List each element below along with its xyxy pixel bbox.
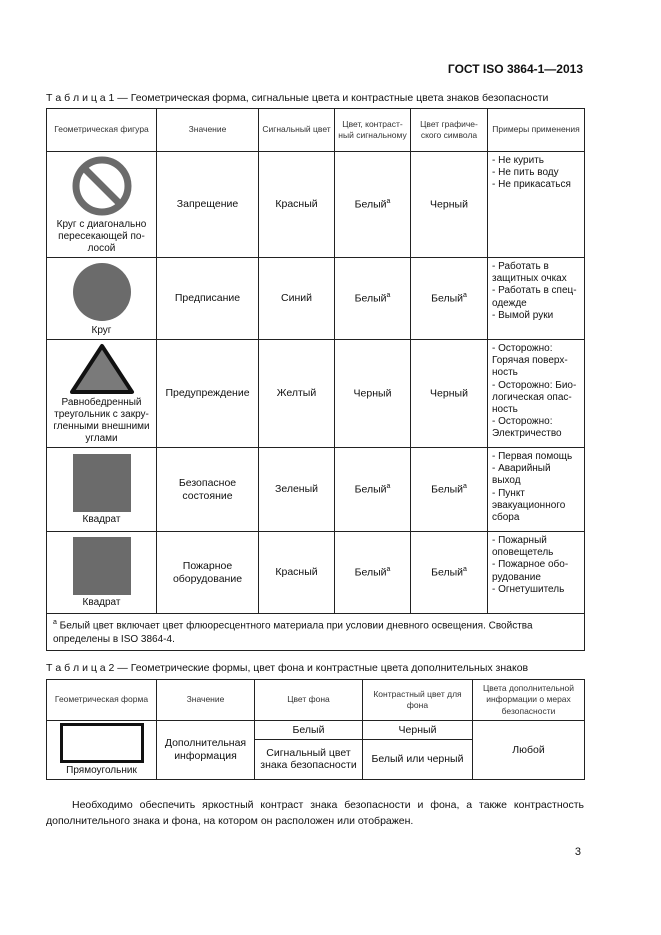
footnote-mark: a <box>386 482 391 490</box>
table1-header-cell: Цвет графического символа <box>411 109 488 152</box>
footnote-mark: a <box>463 291 467 299</box>
table1-header-cell: Цвет, контрастный сигнальному <box>335 109 411 152</box>
signal-color-cell: Красный <box>259 532 335 614</box>
symbol-color-text: Белый <box>431 566 463 579</box>
body-paragraph: Необходимо обеспечить яркостный контраст знака безопасности и фона, а также контрастность дополнительного знака и фона, на котором он расположен или отображен. <box>46 799 584 828</box>
background-color-cell: Сигнальный цвет знака безопасности <box>255 739 363 779</box>
table2-header-cell: Цвет фона <box>255 680 363 721</box>
contrast-color-cell <box>335 152 411 258</box>
warning-triangle-icon <box>69 343 135 395</box>
figure-label: Круг <box>91 324 112 336</box>
table2-header-row <box>47 680 585 721</box>
table2-header-cell: Значение <box>157 680 255 721</box>
figure-cell <box>47 152 157 258</box>
table1-header-cell: Геометрическая фигура <box>47 109 157 152</box>
figure-label: Прямоугольник <box>66 765 137 776</box>
symbol-color-cell <box>411 258 488 340</box>
examples-cell <box>488 532 585 614</box>
footnote-mark: a <box>386 197 391 205</box>
example-item: - Осторожно: Биологическая опасность <box>492 379 577 415</box>
contrast-color-cell <box>335 258 411 340</box>
contrast-color-text: Белый <box>354 483 387 496</box>
table1-header-cell: Примеры применения <box>488 109 585 152</box>
symbol-color-cell <box>411 152 488 258</box>
figure-label: Равнобедренный треугольник с закругленными внешними углами <box>53 396 150 444</box>
contrast-color-text: Белый <box>354 292 387 305</box>
symbol-color-cell <box>411 340 488 448</box>
example-item: - Огнетушитель <box>492 583 565 595</box>
example-item: - Работать в защитных очках <box>492 261 567 285</box>
example-item: - Первая помощь <box>492 451 573 462</box>
footnote-mark: a <box>386 565 391 573</box>
footnote-mark: a <box>53 619 57 626</box>
table-row <box>47 448 585 532</box>
meaning-cell: Дополнительная информация <box>157 721 255 780</box>
contrast-color-text: Черный <box>353 387 392 400</box>
table1-caption: Т а б л и ц а 1 — Геометрическая форма, сигнальные цвета и контрастные цвета знаков безопасности <box>46 92 549 104</box>
figure-cell <box>47 532 157 614</box>
contrast-color-cell <box>335 532 411 614</box>
table-row <box>47 340 585 448</box>
symbol-color-text: Белый <box>431 292 463 305</box>
page-number: 3 <box>574 846 581 858</box>
examples-cell <box>488 448 585 532</box>
contrast-color-cell <box>335 340 411 448</box>
signal-color-cell: Красный <box>259 152 335 258</box>
meaning-cell: Предупреждение <box>157 340 259 448</box>
symbol-color-text: Черный <box>430 198 468 211</box>
square-icon <box>73 454 131 512</box>
figure-label: Круг с диагонально пересекающей полосой <box>56 218 147 254</box>
example-item: - Не пить воду <box>492 167 559 179</box>
example-item: - Пожарный оповещетель <box>492 535 554 559</box>
meaning-cell: Безопасное состояние <box>157 448 259 532</box>
signal-color-cell: Зеленый <box>259 448 335 532</box>
example-item: - Вымой руки <box>492 309 554 321</box>
table-row <box>47 721 585 740</box>
examples-cell <box>488 152 585 258</box>
contrast-color-text: Белый <box>354 198 387 211</box>
examples-cell <box>488 340 585 448</box>
symbol-color-cell <box>411 448 488 532</box>
example-item: - Пункт эвакуационного сбора <box>492 487 566 523</box>
examples-cell <box>488 258 585 340</box>
footnote-text: Белый цвет включает цвет флюоресцентного материала при условии дневного освещения. Свойства определены в ISO 3864-4. <box>53 620 533 645</box>
table2-caption: Т а б л и ц а 2 — Геометрические формы, цвет фона и контрастные цвета дополнительных знаков <box>46 662 529 674</box>
info-color-cell: Любой <box>473 721 585 780</box>
figure-cell <box>47 721 157 780</box>
table-row <box>47 258 585 340</box>
filled-circle-icon <box>71 261 133 323</box>
meaning-cell: Предписание <box>157 258 259 340</box>
background-color-cell: Белый <box>255 721 363 740</box>
symbol-color-text: Черный <box>430 387 468 400</box>
footnote-mark: a <box>463 565 467 573</box>
example-item: - Не прикасаться <box>492 179 571 191</box>
example-item: - Работать в спецодежде <box>492 285 577 309</box>
example-item: - Осторожно: Горячая поверхность <box>492 343 568 379</box>
figure-cell <box>47 340 157 448</box>
prohibition-circle-icon <box>71 155 133 217</box>
example-item: - Не курить <box>492 155 544 166</box>
example-item: - Пожарное оборудование <box>492 559 569 583</box>
table1-header-row <box>47 109 585 152</box>
table2-header-cell: Контрастный цвет для фона <box>363 680 473 721</box>
table1-header-cell: Значение <box>157 109 259 152</box>
table1-header-cell: Сигнальный цвет <box>259 109 335 152</box>
footnote-mark: a <box>463 482 467 490</box>
example-item: - Осторожно: Электричество <box>492 416 562 440</box>
table1-footnote <box>47 614 585 651</box>
table2-header-cell: Геометрическая форма <box>47 680 157 721</box>
figure-cell <box>47 258 157 340</box>
table-row <box>47 532 585 614</box>
table-row <box>47 152 585 258</box>
figure-label: Квадрат <box>82 513 121 525</box>
meaning-cell: Запрещение <box>157 152 259 258</box>
table2 <box>46 679 585 780</box>
figure-cell <box>47 448 157 532</box>
signal-color-cell: Синий <box>259 258 335 340</box>
contrast-color-cell <box>335 448 411 532</box>
table2-header-cell: Цвета дополнительной информации о мерах безопасности <box>473 680 585 721</box>
contrast-color-text: Белый <box>354 566 387 579</box>
table1 <box>46 108 585 651</box>
document-header: ГОСТ ISO 3864-1—2013 <box>447 62 583 76</box>
table1-footnote-row <box>47 614 585 651</box>
rectangle-icon <box>60 723 144 763</box>
contrast-color-cell: Белый или черный <box>363 739 473 779</box>
square-icon <box>73 537 131 595</box>
example-item: - Аварийный выход <box>492 463 551 487</box>
signal-color-cell: Желтый <box>259 340 335 448</box>
contrast-color-cell: Черный <box>363 721 473 740</box>
symbol-color-text: Белый <box>431 483 463 496</box>
meaning-cell: Пожарное оборудование <box>157 532 259 614</box>
symbol-color-cell <box>411 532 488 614</box>
figure-label: Квадрат <box>82 596 121 608</box>
footnote-mark: a <box>386 291 391 299</box>
